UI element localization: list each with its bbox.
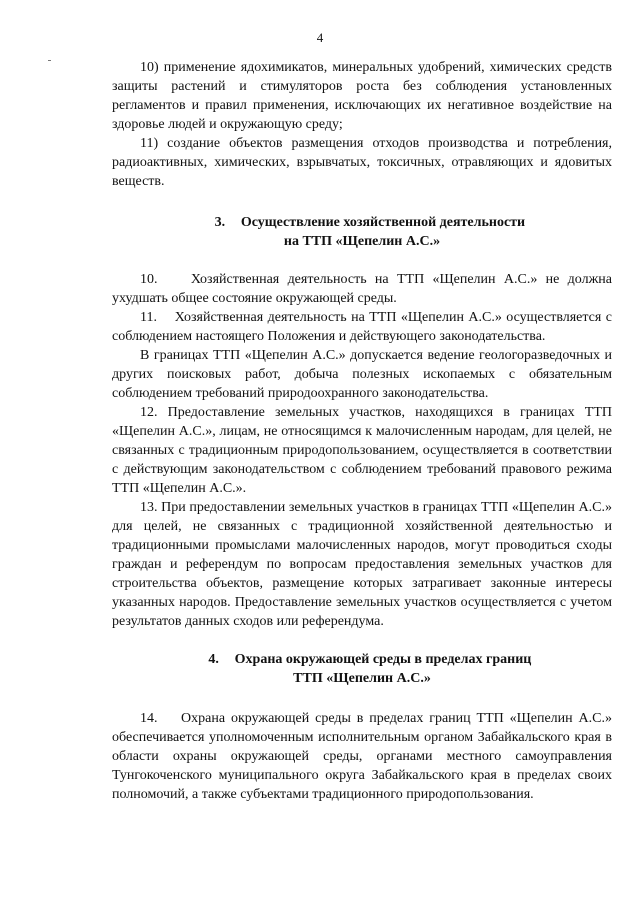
paragraph: 14. Охрана окружающей среды в пределах границ ТТП «Щепелин А.С.» обеспечивается уполномоченным исполнительным органом Забайкальского края в области охраны окружающей среды, органами местного самоуправления Тунгокоченского муниципального округа Забайкальского края в пределах своих полномочий, а также субъектами традиционного природопользования.	[112, 711, 612, 802]
section-3-title-line2: на ТТП «Щепелин А.С.»	[283, 234, 441, 249]
section-3-heading	[112, 213, 612, 251]
paragraph: 10. Хозяйственная деятельность на ТТП «Щепелин А.С.» не должна ухудшать общее состояние окружающей среды.	[112, 272, 612, 306]
section-3-number: 3.	[214, 215, 226, 230]
section-3-title-line1: Осуществление хозяйственной деятельности	[240, 215, 526, 230]
paragraph: 13. При предоставлении земельных участков в границах ТТП «Щепелин А.С.» для целей, не связанных с традиционной хозяйственной деятельностью и традиционными промыслами малочисленных народов, могут проводиться сходы граждан и референдум по вопросам предоставления земельных участков для строительства объектов, размещение которых затрагивает законные интересы указанных народов. Предоставление земельных участков осуществляется с учетом результатов данных сходов или референдума.	[112, 500, 612, 629]
paragraph: 11. Хозяйственная деятельность на ТТП «Щепелин А.С.» осуществляется с соблюдением настоящего Положения и действующего законодательства.	[112, 310, 612, 344]
section-4-title-line1: Охрана окружающей среды в пределах границ	[234, 652, 532, 667]
paragraph: 12. Предоставление земельных участков, находящихся в границах ТТП «Щепелин А.С.», лицам, не относящимся к малочисленным народам, для целей, не связанных с традиционным природопользованием, осуществляется в соответствии с действующим законодательством с соблюдением требований правового режима ТТП «Щепелин А.С.».	[112, 405, 612, 496]
section-4-number: 4.	[208, 652, 219, 667]
section-4-heading	[112, 650, 612, 688]
scan-mark	[48, 60, 51, 61]
list-item: 11) создание объектов размещения отходов производства и потребления, радиоактивных, химических, взрывчатых, токсичных, отравляющих и ядовитых веществ.	[112, 136, 612, 189]
page-number: 4	[316, 30, 324, 45]
section-4-title-line2: ТТП «Щепелин А.С.»	[293, 671, 431, 686]
list-item: 10) применение ядохимикатов, минеральных удобрений, химических средств защиты растений и стимуляторов роста без соблюдения установленных регламентов и правил применения, исключающих их негативное воздействие на здоровье людей и окружающую среду;	[112, 60, 612, 132]
document-body	[112, 58, 612, 804]
paragraph: В границах ТТП «Щепелин А.С.» допускается ведение геологоразведочных и других поисковых работ, добыча полезных ископаемых с обязательным соблюдением требований природоохранного законодательства.	[112, 348, 612, 401]
